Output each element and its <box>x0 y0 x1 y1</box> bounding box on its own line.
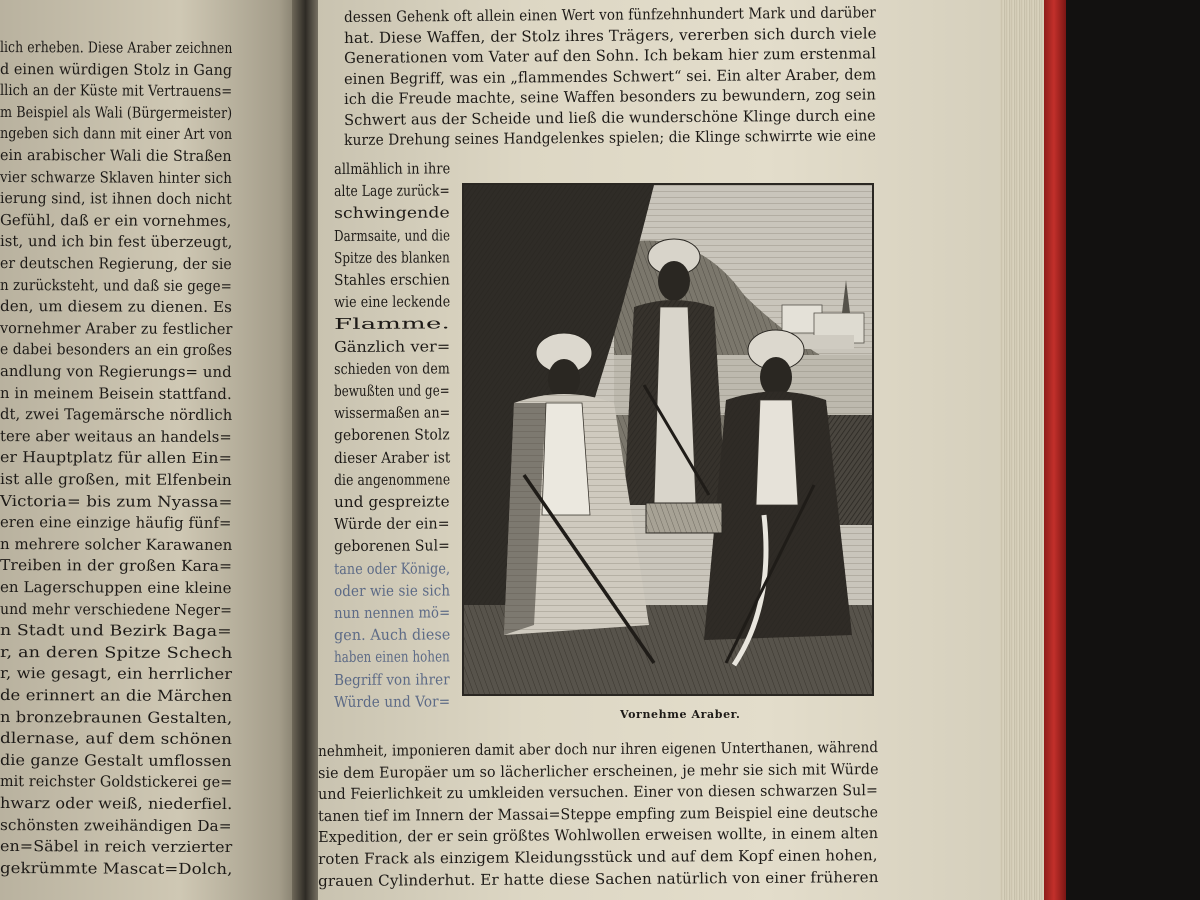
text-line: d einen würdigen Stolz in Gang <box>0 59 233 79</box>
text-line: ich die Freude machte, seine Waffen besonders zu bewundern, zog sein <box>344 85 876 108</box>
text-line: Gefühl, daß er ein vornehmes, <box>0 210 232 230</box>
dark-background <box>1066 0 1200 900</box>
text-line: Spitze des blanken <box>334 248 450 267</box>
text-line: n Stadt und Bezirk Baga= <box>0 621 232 641</box>
text-line: Gänzlich ver= <box>334 336 451 356</box>
text-line: ierung sind, ist ihnen doch nicht <box>0 189 232 209</box>
text-line: Expedition, der er sein größtes Wohlwollen erweisen wollte, in einem alten <box>318 824 879 847</box>
text-line: ein arabischer Wali die Straßen <box>0 146 232 166</box>
text-line: Würde und Vor= <box>334 692 451 711</box>
text-line: dessen Gehenk oft allein einen Wert von fünfzehnhundert Mark und darüber <box>344 3 876 26</box>
text-line: n in meinem Beisein stattfand. <box>0 383 232 403</box>
text-line: dieser Araber ist <box>334 447 451 467</box>
text-line: Treiben in der großen Kara= <box>0 556 233 576</box>
text-line: nehmheit, imponieren damit aber doch nur ihren eigenen Unterthanen, während <box>318 738 879 760</box>
text-line: Begriff von ihrer <box>334 669 450 689</box>
text-line: lich erheben. Diese Araber zeichnen <box>0 38 233 58</box>
text-line: ist alle großen, mit Elfenbein <box>0 470 232 490</box>
text-line: grauen Cylinderhut. Er hatte diese Sachen natürlich von einer früheren <box>318 867 879 890</box>
text-line: dt, zwei Tagemärsche nördlich <box>0 405 233 425</box>
text-line: n zurücksteht, und daß sie gege= <box>0 275 232 295</box>
text-line: wissermaßen an= <box>334 403 451 423</box>
page-edges <box>1000 0 1046 900</box>
text-line: einen Begriff, was ein „flammendes Schwert“ sei. Ein alter Araber, dem <box>344 64 877 88</box>
text-line: schwingende <box>334 203 450 223</box>
text-line: die ganze Gestalt umflossen <box>0 750 232 770</box>
text-line: vier schwarze Sklaven hinter sich <box>0 167 232 187</box>
text-line: Darmsaite, und die <box>334 225 451 245</box>
text-line: Schwert aus der Scheide und ließ die wunderschöne Klinge durch eine <box>344 105 876 129</box>
text-line: sie dem Europäer um so lächerlicher erscheinen, je mehr sie sich mit Würde <box>318 759 879 782</box>
text-line: und Feierlichkeit zu umkleiden versuchen. Einer von diesen schwarzen Sul= <box>318 781 879 804</box>
text-line: nun nennen mö= <box>334 603 451 622</box>
text-line: hat. Diese Waffen, der Stolz ihres Trägers, vererben sich durch viele <box>344 23 877 47</box>
text-line: Stahles erschien <box>334 270 450 289</box>
text-line: kurze Drehung seines Handgelenkes spielen; die Klinge schwirrte wie eine <box>344 126 877 149</box>
text-line: roten Frack als einzigem Kleidungsstück und auf dem Kopf einen hohen, <box>318 846 878 868</box>
red-book-cover <box>1044 0 1066 900</box>
text-line: andlung von Regierungs= und <box>0 362 232 382</box>
text-line: tere aber weitaus an handels= <box>0 426 232 446</box>
text-line: de erinnert an die Märchen <box>0 686 233 706</box>
text-line: r, an deren Spitze Schech <box>0 642 233 662</box>
text-line: haben einen hohen <box>334 647 450 667</box>
text-line: gen. Auch diese <box>334 625 451 645</box>
text-line: e dabei besonders an ein großes <box>0 340 233 360</box>
text-line: und gespreizte <box>334 492 450 511</box>
text-line: mit reichster Goldstickerei ge= <box>0 772 233 792</box>
text-line: geborenen Stolz <box>334 425 450 445</box>
text-line: Flamme. <box>334 314 450 334</box>
text-line: eren eine einzige häufig fünf= <box>0 513 232 533</box>
text-line: wie eine leckende <box>334 292 451 312</box>
text-line: schieden von dem <box>334 359 450 378</box>
text-line: allmählich in ihre <box>334 159 451 178</box>
text-line: vornehmer Araber zu festlicher <box>0 318 233 338</box>
text-line: tanen tief im Innern der Massai=Steppe empfing zum Beispiel eine deutsche <box>318 802 879 825</box>
text-line: en=Säbel in reich verzierter <box>0 837 233 857</box>
text-line: ist, und ich bin fest überzeugt, <box>0 232 233 252</box>
illustration-caption: Vornehme Araber. <box>620 708 741 721</box>
text-line: gekrümmte Mascat=Dolch, <box>0 858 233 878</box>
text-line: den, um diesem zu dienen. Es <box>0 297 233 317</box>
text-line: Generationen vom Vater auf den Sohn. Ich bekam hier zum erstenmal <box>344 44 877 67</box>
text-line: bewußten und ge= <box>334 381 450 400</box>
text-line: oder wie sie sich <box>334 581 451 600</box>
text-line: alte Lage zurück= <box>334 181 450 201</box>
text-line: dlernase, auf dem schönen <box>0 729 233 749</box>
text-line: r, wie gesagt, ein herrlicher <box>0 664 233 684</box>
text-line: ngeben sich dann mit einer Art von <box>0 124 233 144</box>
text-line: en Lagerschuppen eine kleine <box>0 578 232 598</box>
text-line: n bronzebraunen Gestalten, <box>0 707 233 727</box>
text-line: llich an der Küste mit Vertrauens= <box>0 81 233 101</box>
text-line: er deutschen Regierung, der sie <box>0 254 232 274</box>
text-line: er Hauptplatz für allen Ein= <box>0 448 233 468</box>
text-line: Victoria= bis zum Nyassa= <box>0 491 233 511</box>
text-line: n mehrere solcher Karawanen <box>0 534 233 554</box>
text-line: Würde der ein= <box>334 514 450 534</box>
text-line: die angenommene <box>334 470 451 489</box>
engraving-illustration <box>462 183 874 696</box>
text-line: schönsten zweihändigen Da= <box>0 815 232 835</box>
text-line: und mehr verschiedene Neger= <box>0 599 233 619</box>
text-line: hwarz oder weiß, niederfiel. <box>0 794 233 814</box>
text-line: m Beispiel als Wali (Bürgermeister) <box>0 102 233 122</box>
text-line: geborenen Sul= <box>334 536 450 556</box>
text-line: tane oder Könige, <box>334 558 451 578</box>
